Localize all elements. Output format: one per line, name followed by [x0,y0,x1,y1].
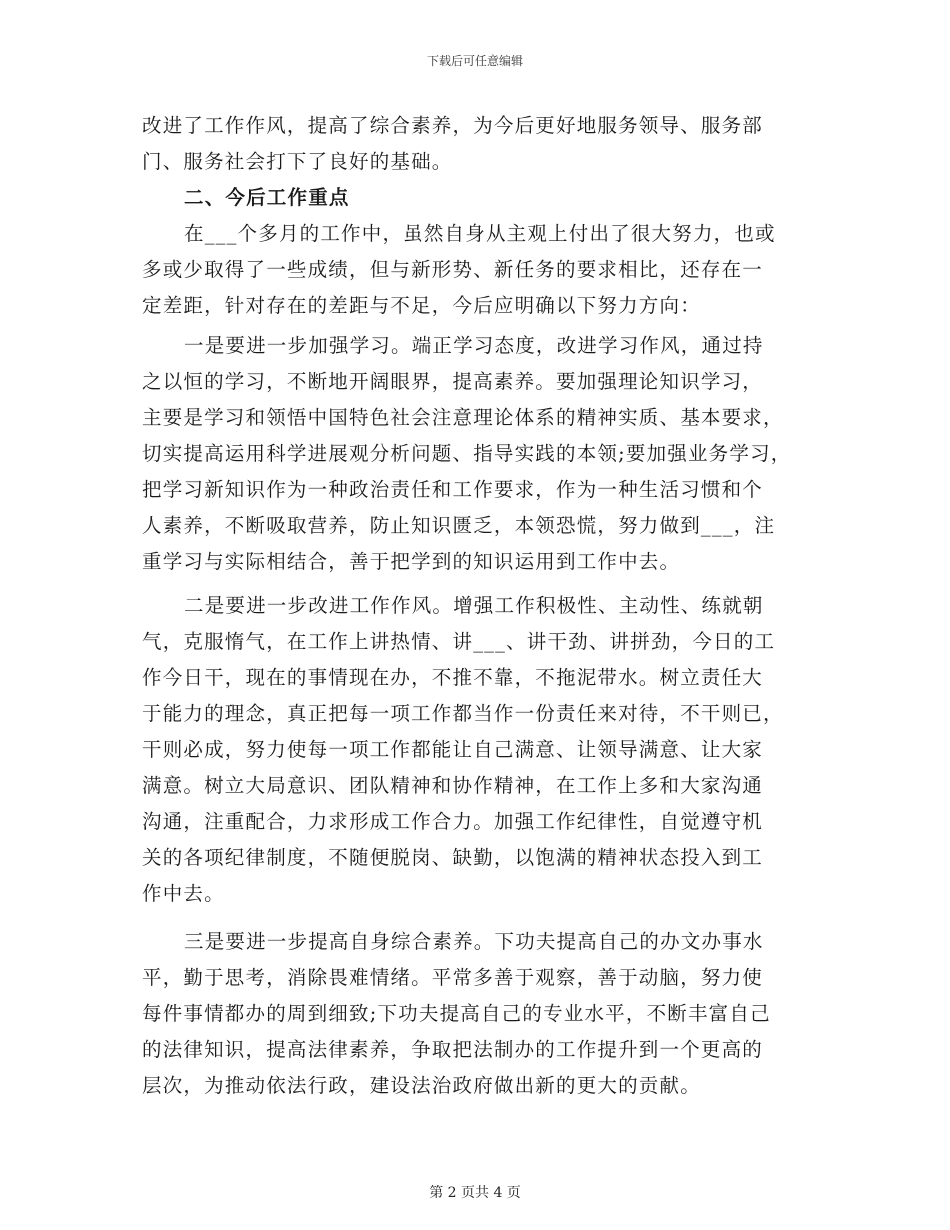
body-line: 定差距，针对存在的差距与不足，今后应明确以下努力方向： [142,294,701,317]
body-line: 的法律知识，提高法律素养，争取把法制办的工作提升到一个更高的 [142,1038,764,1061]
body-line: 二是要进一步改进工作作风。增强工作积极性、主动性、练就朝 [184,594,764,617]
body-line: 每件事情都办的周到细致;下功夫提高自己的专业水平，不断丰富自己 [142,1002,771,1025]
body-line: 平，勤于思考，消除畏难情绪。平常多善于观察，善于动脑，努力使 [142,966,764,989]
body-line: 层次，为推动依法行政，建设法治政府做出新的更大的贡献。 [142,1074,701,1097]
body-line: 关的各项纪律制度，不随便脱岗、缺勤，以饱满的精神状态投入到工 [142,846,764,869]
body-line: 重学习与实际相结合，善于把学到的知识运用到工作中去。 [142,550,681,573]
body-line: 气，克服惰气，在工作上讲热情、讲___、讲干劲、讲拼劲，今日的工 [142,630,776,653]
body-line: 在___个多月的工作中，虽然自身从主观上付出了很大努力，也或 [184,222,776,245]
body-line: 门、服务社会打下了良好的基础。 [142,150,453,173]
body-line: 干则必成，努力使每一项工作都能让自己满意、让领导满意、让大家 [142,738,764,761]
page-header: 下载后可任意编辑 [426,54,523,68]
body-line: 之以恒的学习，不断地开阔眼界，提高素养。要加强理论知识学习， [142,370,764,393]
body-line: 三是要进一步提高自身综合素养。下功夫提高自己的办文办事水 [184,930,764,953]
section-heading: 二、今后工作重点 [184,186,350,209]
body-line: 人素养，不断吸取营养，防止知识匮乏，本领恐慌，努力做到___，注 [142,514,776,537]
body-line: 满意。树立大局意识、团队精神和协作精神，在工作上多和大家沟通 [142,774,764,797]
body-line: 主要是学习和领悟中国特色社会注意理论体系的精神实质、基本要求， [142,406,784,429]
body-line: 把学习新知识作为一种政治责任和工作要求，作为一种生活习惯和个 [142,478,764,501]
body-line: 作今日干，现在的事情现在办，不推不靠，不拖泥带水。树立责任大 [142,666,764,689]
body-line: 多或少取得了一些成绩，但与新形势、新任务的要求相比，还存在一 [142,258,764,281]
body-line: 作中去。 [142,882,225,905]
body-line: 一是要进一步加强学习。端正学习态度，改进学习作风，通过持 [184,334,764,357]
body-line: 切实提高运用科学进展观分析问题、指导实践的本领;要加强业务学习， [142,442,792,465]
body-line: 沟通，注重配合，力求形成工作合力。加强工作纪律性，自觉遵守机 [142,810,764,833]
body-line: 改进了工作作风，提高了综合素养，为今后更好地服务领导、服务部 [142,114,764,137]
body-line: 于能力的理念，真正把每一项工作都当作一份责任来对待，不干则已， [142,702,784,725]
page-footer: 第 2 页共 4 页 [429,1185,521,1201]
